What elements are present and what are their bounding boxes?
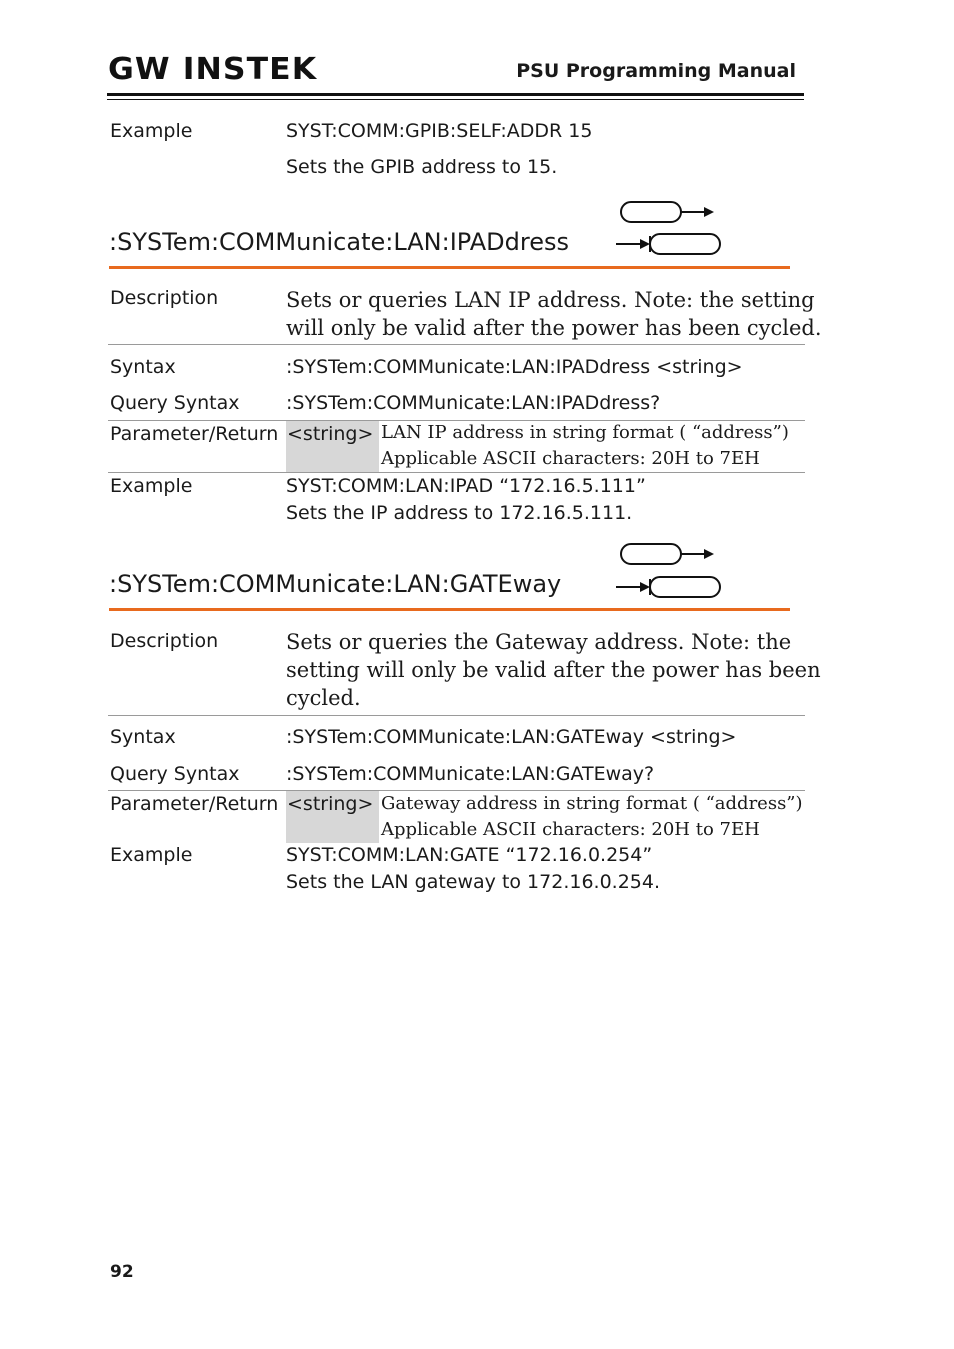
brand-logo: GW INSTEK — [108, 52, 318, 87]
header-rule-thin — [107, 99, 804, 100]
header-rule — [107, 93, 804, 96]
parameter-return-label: Parameter/Return — [110, 793, 279, 815]
row-divider — [108, 715, 805, 716]
row-divider — [108, 344, 805, 345]
syntax-text: :SYSTem:COMMunicate:LAN:GATEway <string> — [286, 726, 737, 748]
query-syntax-text: :SYSTem:COMMunicate:LAN:IPADdress? — [286, 392, 661, 414]
description-label: Description — [110, 630, 219, 652]
query-syntax-label: Query Syntax — [110, 392, 240, 414]
description-text: Sets or queries LAN IP address. Note: the setting will only be valid after the power has been cycled. — [286, 288, 822, 340]
description-text: Sets or queries the Gateway address. Note: the setting will only be valid after the power has been cycled. — [286, 630, 821, 710]
row-divider — [108, 472, 805, 473]
example-note: Sets the IP address to 172.16.5.111. — [286, 502, 633, 524]
query-command-icon — [614, 230, 722, 260]
query-syntax-label: Query Syntax — [110, 763, 240, 785]
manual-title: PSU Programming Manual — [516, 60, 796, 82]
syntax-text: :SYSTem:COMMunicate:LAN:IPADdress <string> — [286, 356, 743, 378]
example-command: SYST:COMM:LAN:GATE “172.16.0.254” — [286, 844, 653, 866]
top-example-note: Sets the GPIB address to 15. — [286, 156, 558, 178]
section-title-gateway: :SYSTem:COMMunicate:LAN:GATEway — [109, 570, 562, 598]
syntax-label: Syntax — [110, 726, 176, 748]
example-label: Example — [110, 475, 193, 497]
section-accent-rule — [109, 608, 790, 611]
query-command-icon — [614, 573, 722, 603]
example-label: Example — [110, 844, 193, 866]
section-title-ipaddress: :SYSTem:COMMunicate:LAN:IPADdress — [109, 228, 569, 256]
parameter-description: Gateway address in string format ( “address”) Applicable ASCII characters: 20H to 7EH — [381, 793, 803, 840]
syntax-label: Syntax — [110, 356, 176, 378]
parameter-name: <string> — [287, 423, 374, 445]
example-command: SYST:COMM:LAN:IPAD “172.16.5.111” — [286, 475, 646, 497]
parameter-return-label: Parameter/Return — [110, 423, 279, 445]
parameter-name: <string> — [287, 793, 374, 815]
example-note: Sets the LAN gateway to 172.16.0.254. — [286, 871, 661, 893]
parameter-description: LAN IP address in string format ( “address”) Applicable ASCII characters: 20H to 7EH — [381, 422, 789, 469]
section-accent-rule — [109, 266, 790, 269]
page-number: 92 — [110, 1262, 134, 1282]
top-example-label: Example — [110, 120, 193, 142]
top-example-command: SYST:COMM:GPIB:SELF:ADDR 15 — [286, 120, 593, 142]
description-label: Description — [110, 287, 219, 309]
query-syntax-text: :SYSTem:COMMunicate:LAN:GATEway? — [286, 763, 655, 785]
